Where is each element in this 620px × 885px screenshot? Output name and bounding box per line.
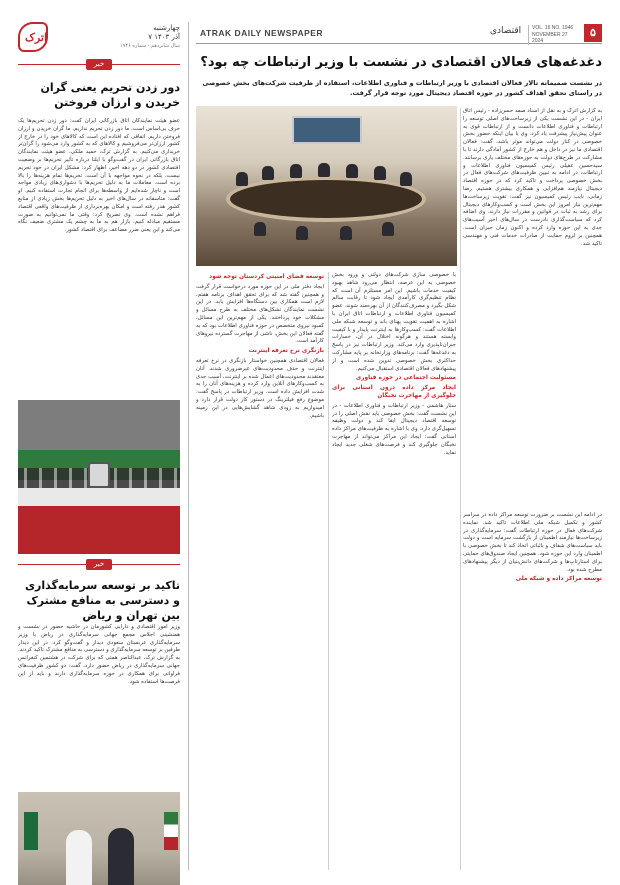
column-1b-text: در ادامه این نشست بر ضرورت توسعه مراکز داده در سراسر کشور و تکمیل شبکه ملی اطلاعات تاکید شد. نماینده شرکت‌های فعال در حوزه ارتباطات گفت: سرمایه‌گذاری در زیرساخت‌ها نیازمند اطمینان از بازگشت سرمایه است و دولت باید سیاست‌های شفاف و باثباتی اتخاذ کند تا بخش خصوصی با اطمینان وارد این حوزه شود. همچنین ایجاد صندوق‌های حمایتی برای استارتاپ‌ها و شرکت‌های دانش‌بنیان از دیگر پیشنهادهای مطرح شده بود.: [463, 512, 602, 573]
column-3-text: ایجاد دفتر ملی در این حوزه مورد درخواست قرار گرفت و همچنین گفته شد که برای تحقق اهداف برنامه هفتم، لازم است همکاری بین دستگاه‌ها افزایش یابد. در این نشست نمایندگان تشکل‌های مختلف به طرح مسائل و مشکلات خود پرداختند. یکی از مهم‌ترین این مسائل، کمبود نیروی متخصص در حوزه فناوری اطلاعات بود که به گفته فعالان این بخش، ناشی از مهاجرت گسترده نیروهای کارآمد است.: [196, 283, 324, 345]
attendee: [318, 163, 330, 177]
column-2-subhead-2: ایجاد مرکز داده درون استانی برای جلوگیری از مهاجرت نخبگان: [332, 385, 456, 399]
attendee: [374, 166, 386, 180]
column-divider: [460, 108, 461, 870]
issue-date: NOVEMBER 27 2024: [532, 31, 568, 44]
column-3-subhead-2: بازنگری نرخ تعرفه اینترنت: [248, 348, 324, 355]
article-column-2: [332, 272, 456, 870]
attendee: [340, 226, 352, 240]
issue-date-block: [120, 24, 180, 51]
column-divider: [328, 272, 329, 870]
side-article-2-body: وزیر امور اقتصادی و دارایی کشورمان در حاشیه حضور در نشست و همنشینی اجلاس مجمع جهانی سرمایه‌گذاری در ریاض با وزیر سرمایه‌گذاری عربستان سعودی دیدار و گفت‌وگو کرد. در این دیدار طرفین بر توسعه سرمایه‌گذاری و دسترسی به منافع مشترک تاکید کردند. به گزارش ترک، عبدالناصر همتی که برای شرکت در هشتمین کنفرانس جهانی سرمایه‌گذاری در ریاض حضور دارد، گفت: دو کشور ظرفیت‌های فراوانی برای همکاری در حوزه سرمایه‌گذاری دارند و باید از این فرصت‌ها استفاده شود.: [18, 624, 180, 685]
attendee: [236, 172, 248, 186]
attendee: [400, 172, 412, 186]
left-column: [18, 22, 180, 870]
logo-text: اترک: [25, 31, 48, 44]
ministers-meeting-photo: [18, 792, 180, 885]
sanctions-photo: [18, 400, 180, 554]
side-headline-1[interactable]: دور زدن تحریم یعنی گران خریدن و ارزان فروختن: [40, 81, 180, 109]
column-2-text-2: ستار هاشمی - وزیر ارتباطات و فناوری اطلاعات - در این نشست گفت: بخش خصوصی باید نقش اصلی را در توسعه اقتصاد دیجیتال ایفا کند و دولت وظیفه تسهیل‌گری دارد. وی با اشاره به ظرفیت‌های مراکز داده استانی گفت: ایجاد این مراکز می‌تواند از مهاجرت نخبگان جلوگیری کند و فرصت‌های شغلی جدید ایجاد نماید.: [332, 402, 456, 456]
section-name: اقتصادی: [490, 26, 522, 36]
attendee: [346, 164, 358, 178]
column-3-subhead-1: توسعه فضای امنیتی کردستان توجه شود: [209, 274, 324, 280]
date: ۷ آذر ۱۴۰۳: [148, 33, 180, 41]
column-1b-subhead: توسعه مراکز داده و شبکه ملی: [515, 576, 602, 583]
issue-volume: VOL. 16 NO. 1946: [532, 25, 574, 31]
article-column-1: [463, 108, 602, 508]
side-headline-2[interactable]: تاکید بر توسعه سرمایه‌گذاری و دسترسی به منافع مشترک بین تهران و ریاض: [24, 579, 180, 622]
conference-table: [226, 176, 426, 222]
attendee: [296, 226, 308, 240]
page-number: ۵: [584, 24, 602, 42]
attendee: [290, 164, 302, 178]
paper-name: ATRAK DAILY NEWSPAPER: [200, 28, 324, 38]
column-2-text: با خصوصی سازی شرکت‌های دولتی و ورود بخش خصوصی به این عرصه، انتظار می‌رود شاهد بهبود کیفیت خدمات باشیم. این امر مستلزم آن است که نظام تنظیم‌گری کارآمدی ایجاد شود تا رقابت سالم شکل بگیرد و مصرف‌کنندگان از آن بهره‌مند شوند. عضو کمیسیون فناوری اطلاعات و ارتباطات اتاق ایران با اشاره به اهمیت تقویت پهنای باند و توسعه شبکه ملی اطلاعات گفت: کسب‌وکارها به اینترنت پایدار و با کیفیت وابسته هستند و هرگونه اختلال در آن، خسارات جبران‌ناپذیری وارد می‌کند. وزیر ارتباطات نیز در پاسخ به دغدغه‌ها گفت: برنامه‌های وزارتخانه بر پایه مشارکت حداکثری بخش خصوصی تدوین شده است و از پیشنهادهای فعالان اقتصادی استقبال می‌کنیم.: [332, 272, 456, 372]
flag-stripe-gray: [18, 400, 180, 450]
attendee: [254, 222, 266, 236]
column-1-text: به گزارش اترک و به نقل از اسناد صمد حسن‌زاده - رئیس اتاق ایران - در این نشست یکی از زیرساخت‌های اصلی توسعه را ارتباطات و فناوری اطلاعات دانست و از ارتباطات قوی به عنوان پیش‌نیاز پیشرفت یاد کرد. وی با بیان اینکه حضور بخش خصوصی در کنار دولت می‌تواند موثر باشد، گفت: فعالان اقتصادی ما نیز در داخل و هم خارج از کشور آمادگی دارند تا با مشارکت در طرح‌های دولت به حوزه‌های مختلف یاری برسانند. سیدحسین عقیلی رئیس کمیسیون فناوری اطلاعات و ارتباطات، در ادامه به تبیین ظرفیت‌های شرکت‌های فعال در بخش خصوصی پرداخت و تاکید کرد که در حوزه اقتصاد دیجیتال نیازمند هم‌افزایی و همکاری بیشتری هستیم. رضا زمانی، نایب رئیس کمیسیون نیز گفت: تقویت زیرساخت‌ها مهم‌ترین نیاز امروز این بخش است و کسب‌وکارهای دیجیتال برای رشد به ثبات در قوانین و مقررات نیاز دارند. وی اضافه کرد که سیاست‌گذاری نادرست در سال‌های اخیر آسیب‌های جدی به این حوزه وارد کرده و اکنون زمان جبران است. همچنین بر لزوم حمایت از صادرات خدمات فنی و مهندسی تاکید شد.: [463, 108, 602, 247]
iran-flag: [164, 812, 178, 850]
presentation-screen: [292, 116, 362, 144]
main-headline[interactable]: دغدغه‌های فعالان اقتصادی در نشست با وزیر ارتباطات چه بود؟: [200, 55, 602, 70]
flag-stripe-red: [18, 506, 180, 554]
issue-number: سال شانزدهم - شماره ۱۹۴۶: [120, 43, 180, 49]
newspaper-logo: [18, 22, 48, 52]
page-divider: [188, 22, 189, 870]
padlock-icon: [88, 462, 110, 488]
person-right: [108, 828, 134, 885]
column-3-text-2: فعالان اقتصادی همچنین خواستار بازنگری در نرخ تعرفه اینترنت و حذف محدودیت‌های غیرضروری شدند. آنان معتقدند محدودیت‌های اعمال شده بر اینترنت، آسیب جدی به کسب‌وکارهای آنلاین وارد کرده و هزینه‌های آنان را به شدت افزایش داده است. وزیر ارتباطات در پاسخ گفت: موضوع رفع فیلترینگ در دستور کار دولت قرار دارد و امیدواریم به زودی شاهد گشایش‌هایی در این زمینه باشیم.: [196, 357, 324, 419]
news-badge: خبر: [86, 559, 112, 570]
issue-meta: [528, 25, 574, 45]
column-2-subhead-1: مسئولیت اجتماعی در حوزه فناوری: [355, 375, 456, 382]
article-column-1b: [463, 512, 602, 870]
article-column-3: [196, 272, 324, 870]
masthead: [196, 22, 602, 44]
saudi-flag: [24, 812, 38, 850]
person-left: [66, 830, 92, 885]
news-badge: خبر: [86, 59, 112, 70]
side-article-1-body: عضو هیئت نمایندگان اتاق بازرگانی ایران گفت: دور زدن تحریم‌ها یک حرف بی‌اساس است، ما دور زدن تحریم نداریم، ما گران خریدن و ارزان فروختن داریم. اتفاقی که افتاده این است که کالاهای خود را در خارج از کشور ارزان‌تر می‌فروشیم و کالاهای که به کشور وارد می‌شود را گران‌تر خریداری می‌کنیم. به گزارش ترک، حمید ملکی، عضو هیئت نمایندگان اتاق بازرگانی ایران در گفت‌وگو با ایلنا درباره تأثیر تحریم‌ها بر وضعیت اقتصادی کشور در دو دهه اخیر، اظهار کرد: مشکل ایران در خود تحریم نیست، بلکه در نحوه مواجهه با آن است. تحریم‌ها تمام هزینه‌ها را بالا برده است. معاملات ما به دلیل تحریم‌ها با دشواری‌های زیادی مواجه است و ناچار شده‌ایم از واسطه‌ها برای انجام تجارت استفاده کنیم. او گفت: متاسفانه در سال‌های اخیر به دلیل تحریم‌ها بخش زیادی از منابع کشور هدر رفته است و امکان بهره‌برداری از ظرفیت‌های واقعی اقتصاد فراهم نشده است. وی تصریح کرد: وقتی ما نمی‌توانیم به صورت مستقیم مبادله کنیم، بازار هم به ما به چشم یک مشتری ضعیف نگاه می‌کند و این یعنی ضرر مضاعف برای اقتصاد کشور.: [18, 118, 180, 234]
attendee: [262, 166, 274, 180]
weekday: چهارشنبه: [153, 24, 180, 32]
conference-photo: [196, 106, 457, 266]
main-lead: در نشست صمیمانه تالار فعالان اقتصادی با وزیر ارتباطات و فناوری اطلاعات، استفاده از ظرفیت شرکت‌های بخش خصوصی در راستای تحقق اهداف کشور در حوزه اقتصاد دیجیتال مورد توجه قرار گرفت.: [202, 79, 602, 97]
attendee: [382, 222, 394, 236]
